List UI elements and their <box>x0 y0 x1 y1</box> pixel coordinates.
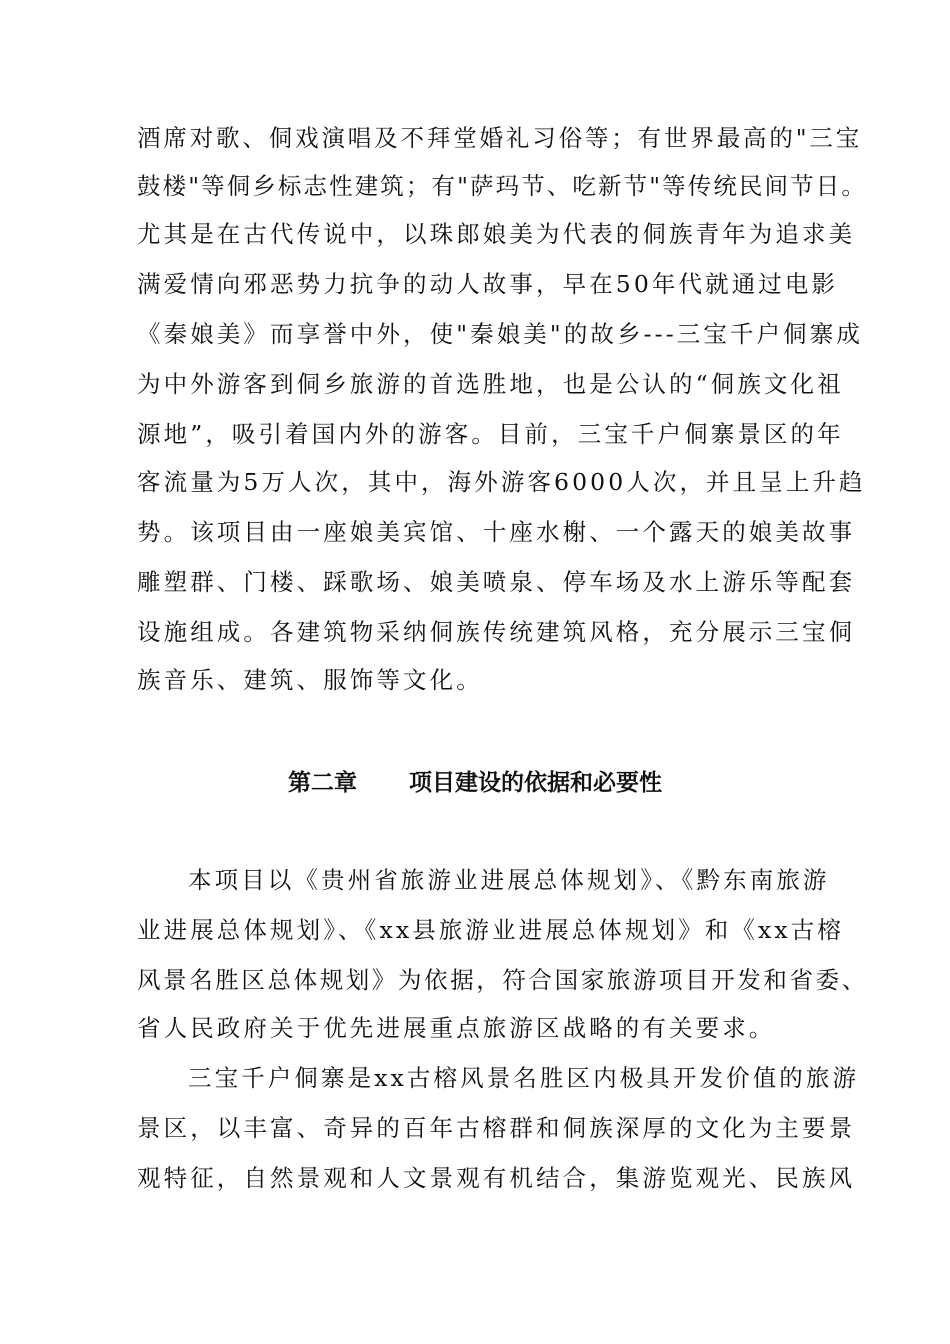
paragraph-line: 源地”，吸引着国内外的游客。目前，三宝千户侗寨景区的年 <box>137 420 844 448</box>
paragraph-line: 势。该项目由一座娘美宾馆、十座水榭、一个露天的娘美故事 <box>137 518 856 546</box>
paragraph-line: 设施组成。各建筑物采纳侗族传统建筑风格，充分展示三宝侗 <box>137 618 856 646</box>
paragraph-line: 族音乐、建筑、服饰等文化。 <box>137 666 483 694</box>
paragraph-line: 酒席对歌、侗戏演唱及不拜堂婚礼习俗等；有世界最高的"三宝 <box>137 124 863 152</box>
paragraph-line: 风景名胜区总体规划》为依据，符合国家旅游项目开发和省委、 <box>137 966 868 994</box>
paragraph-line: 满爱情向邪恶势力抗争的动人故事，早在50年代就通过电影 <box>137 270 839 298</box>
paragraph-line: 省人民政府关于优先进展重点旅游区战略的有关要求。 <box>137 1014 776 1042</box>
paragraph-line: 尤其是在古代传说中，以珠郎娘美为代表的侗族青年为追求美 <box>137 220 856 248</box>
paragraph-line: 客流量为5万人次，其中，海外游客6000人次，并且呈上升趋 <box>137 468 866 496</box>
chapter-heading <box>0 766 950 800</box>
paragraph-line: 《秦娘美》而享誉中外，使"秦娘美"的故乡---三宝千户侗寨成 <box>137 320 863 348</box>
paragraph-line: 雕塑群、门楼、踩歌场、娘美喷泉、停车场及水上游乐等配套 <box>137 568 856 596</box>
paragraph-line: 本项目以《贵州省旅游业进展总体规划》、《黔东南旅游 <box>188 866 830 894</box>
paragraph-line: 观特征，自然景观和人文景观有机结合，集游览观光、民族风 <box>137 1164 856 1192</box>
paragraph-line: 为中外游客到侗乡旅游的首选胜地，也是公认的“侗族文化祖 <box>137 370 844 398</box>
paragraph-line: 鼓楼"等侗乡标志性建筑；有"萨玛节、吃新节"等传统民间节日。 <box>137 172 867 200</box>
paragraph-line: 景区，以丰富、奇异的百年古榕群和侗族深厚的文化为主要景 <box>137 1114 856 1142</box>
paragraph-line: 三宝千户侗寨是xx古榕风景名胜区内极具开发价值的旅游 <box>188 1064 860 1092</box>
chapter-number: 第二章 <box>288 770 357 796</box>
chapter-title: 项目建设的依据和必要性 <box>409 770 662 796</box>
paragraph-line: 业进展总体规划》、《xx县旅游业进展总体规划》和《xx古榕 <box>137 916 844 944</box>
